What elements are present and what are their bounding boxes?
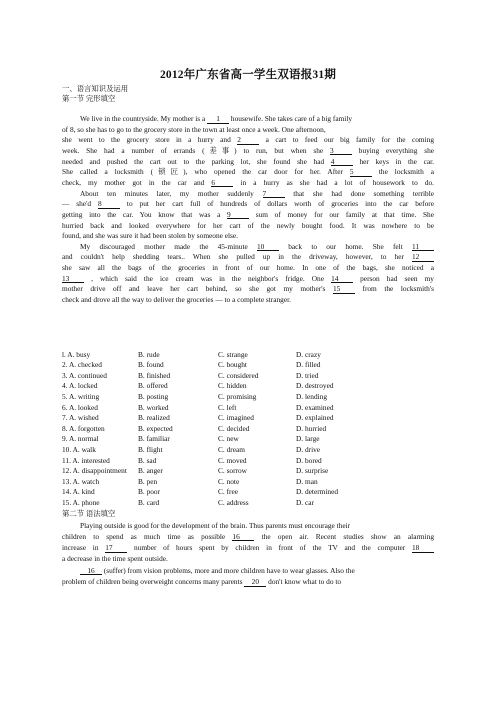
line-text: week. She had a number of errands (差事) to run, but when she xyxy=(62,145,330,155)
option-choice[interactable]: 15. A. phone xyxy=(62,497,100,507)
option-choice[interactable]: C. considered xyxy=(218,370,259,380)
text-line xyxy=(62,135,434,145)
answer-blank[interactable]: 3 xyxy=(330,147,352,156)
answer-blank[interactable]: 20 xyxy=(244,578,266,587)
option-choice[interactable]: D. hurried xyxy=(296,423,327,433)
part-heading: 一、语言知识及运用 xyxy=(62,84,129,93)
option-choice[interactable]: D. man xyxy=(296,476,318,486)
option-choice[interactable]: B. rude xyxy=(138,349,160,359)
line-text: back to our home. She felt xyxy=(279,241,413,251)
option-choice[interactable]: 13. A. watch xyxy=(62,476,100,486)
option-choice[interactable]: B. poor xyxy=(138,487,161,497)
line-text: she saw all the bags of the groceries in front of our home. In one of the bags, she noticed a xyxy=(62,263,434,273)
answer-blank[interactable]: 8 xyxy=(98,200,120,209)
option-choice[interactable]: D. large xyxy=(296,434,320,444)
option-choice[interactable]: D. crazy xyxy=(296,349,321,359)
option-choice[interactable]: D. filled xyxy=(296,360,321,370)
line-text: children to spend as much time as possible xyxy=(62,531,233,541)
line-text: (suffer) from vision problems, more and more children have to wear glasses. Also the xyxy=(102,565,355,575)
text-line xyxy=(80,114,434,124)
answer-blank[interactable]: 7 xyxy=(263,190,285,199)
text-line xyxy=(62,125,434,134)
line-text: About ten minutes later, my mother suddenly xyxy=(80,188,263,198)
option-row xyxy=(62,413,434,422)
option-choice[interactable]: 3. A. continued xyxy=(62,370,107,380)
answer-blank[interactable]: 15 xyxy=(333,285,355,294)
option-row xyxy=(62,498,434,507)
option-choice[interactable]: D. destroyed xyxy=(296,381,334,391)
line-text: problem of children being overweight concerns many parents xyxy=(62,577,245,586)
text-line xyxy=(62,252,434,262)
text-line xyxy=(62,554,434,563)
line-text: needed and pushed the cart out to the parking lot, she found she had xyxy=(62,156,331,166)
option-choice[interactable]: 7. A. wished xyxy=(62,413,99,423)
line-text: — she'd xyxy=(62,199,98,209)
option-choice[interactable]: C. note xyxy=(218,476,240,486)
option-choice[interactable]: 6. A. looked xyxy=(62,402,98,412)
answer-blank[interactable]: 10 xyxy=(257,243,279,252)
option-choice[interactable]: C. sorrow xyxy=(218,466,247,476)
answer-blank[interactable]: 17 xyxy=(105,544,127,553)
option-choice[interactable]: 2. A. checked xyxy=(62,360,102,370)
option-choice[interactable]: 12. A. disappointment xyxy=(62,466,127,476)
line-text: the locksmith a xyxy=(371,167,434,177)
answer-blank[interactable]: 12 xyxy=(412,253,434,262)
line-text: a decrease in the time spent outside. xyxy=(62,554,168,564)
option-choice[interactable]: C. decided xyxy=(218,423,250,433)
option-choice[interactable]: D. bored xyxy=(296,455,322,465)
line-text: check and drove all the way to deliver the groceries — to a complete stranger. xyxy=(62,295,291,305)
line-text: her keys in the car. xyxy=(352,156,434,166)
line-text: to put her cart full of hundreds of dollars worth of groceries into the car before xyxy=(120,199,434,209)
text-line xyxy=(62,231,434,240)
option-choice[interactable]: B. expected xyxy=(138,423,173,433)
line-text: she went to the grocery store in a hurry and xyxy=(62,135,238,145)
line-text: sum of money for our family at that time. She xyxy=(249,209,434,219)
option-choice[interactable]: B. sad xyxy=(138,455,157,465)
option-row xyxy=(62,477,434,486)
line-text: We live in the countryside. My mother is a xyxy=(80,114,208,123)
option-choice[interactable]: 8. A. forgotten xyxy=(62,423,105,433)
option-choice[interactable]: B. posting xyxy=(138,391,169,401)
option-choice[interactable]: D. determined xyxy=(296,487,339,497)
section-heading-grammar: 第二节 语法填空 xyxy=(62,509,116,518)
line-text: housewife. She takes care of a big family xyxy=(229,114,353,123)
option-choice[interactable]: 9. A. normal xyxy=(62,434,99,444)
option-choice[interactable]: B. flight xyxy=(138,444,163,454)
text-line xyxy=(80,566,434,576)
line-text: getting into the car. You know that was a xyxy=(62,209,228,219)
line-text: increase in xyxy=(62,543,106,553)
line-text: number of hours spent by children in front of the TV and the computer xyxy=(127,543,412,553)
text-line xyxy=(62,543,434,553)
answer-blank[interactable]: 16 xyxy=(80,567,102,576)
option-choice[interactable]: B. finished xyxy=(138,370,171,380)
line-text: a cart to feed our big family for the coming xyxy=(259,135,434,145)
line-text: She called a locksmith (锁匠), who opened the car door for her. After xyxy=(62,167,350,177)
option-choice[interactable]: 4. A. locked xyxy=(62,381,98,391)
option-choice[interactable]: B. worked xyxy=(138,402,169,412)
option-choice[interactable]: l. A. busy xyxy=(62,349,91,359)
option-row xyxy=(62,350,434,359)
line-text: person had seen my xyxy=(353,273,434,283)
option-choice[interactable]: C. left xyxy=(218,402,237,412)
line-text: , which said the ice cream was in the neighbor's fridge. One xyxy=(84,273,332,283)
text-line xyxy=(62,532,434,542)
answer-blank[interactable]: 18 xyxy=(412,544,434,553)
option-choice[interactable]: D. surprise xyxy=(296,466,329,476)
answer-blank[interactable]: 14 xyxy=(331,275,353,284)
option-row xyxy=(62,371,434,380)
text-line xyxy=(62,263,434,272)
option-choice[interactable]: C. imagined xyxy=(218,413,254,423)
option-choice[interactable]: D. car xyxy=(296,497,314,507)
option-choice[interactable]: B. familiar xyxy=(138,434,170,444)
line-text: the open air. Recent studies show an alarming xyxy=(254,531,434,541)
answer-blank[interactable]: 5 xyxy=(350,168,372,177)
answer-blank[interactable]: 1 xyxy=(207,115,229,124)
line-text: hurried back and looked everywhere for her cart of the newly bought food. It was nowhere to be xyxy=(62,220,434,230)
text-line xyxy=(62,167,434,177)
option-row xyxy=(62,360,434,369)
text-line xyxy=(80,521,434,530)
text-line xyxy=(80,189,434,199)
line-text: mother drive off and leave her cart behind, so she got my mother's xyxy=(62,284,333,294)
option-choice[interactable]: B. pen xyxy=(138,476,158,486)
option-row xyxy=(62,381,434,390)
answer-blank[interactable]: 6 xyxy=(211,179,233,188)
line-text: don't know what to do to xyxy=(266,577,342,586)
option-row xyxy=(62,424,434,433)
option-choice[interactable]: D. examined xyxy=(296,402,334,412)
text-line xyxy=(62,284,434,294)
answer-blank[interactable]: 13 xyxy=(62,275,84,284)
line-text: buying everything she xyxy=(351,145,435,155)
line-text: check, my mother got in the car and xyxy=(62,177,212,187)
option-choice[interactable]: 10. A. walk xyxy=(62,444,96,454)
line-text: My discouraged mother made the 45-minute xyxy=(80,241,257,251)
line-text: that she had done something terrible xyxy=(284,188,434,198)
option-choice[interactable]: D. drive xyxy=(296,444,321,454)
option-choice[interactable]: C. new xyxy=(218,434,239,444)
text-line xyxy=(62,146,434,156)
option-choice[interactable]: 11. A. interested xyxy=(62,455,110,465)
option-choice[interactable]: C. hidden xyxy=(218,381,247,391)
option-choice[interactable]: C. bought xyxy=(218,360,247,370)
option-choice[interactable]: D. lending xyxy=(296,391,328,401)
answer-blank[interactable]: 9 xyxy=(227,211,249,220)
option-row xyxy=(62,445,434,454)
option-choice[interactable]: D. tried xyxy=(296,370,319,380)
answer-blank[interactable]: 16 xyxy=(232,533,254,542)
option-choice[interactable]: C. strange xyxy=(218,349,248,359)
option-choice[interactable]: B. card xyxy=(138,497,160,507)
option-choice[interactable]: B. offered xyxy=(138,381,168,391)
text-line xyxy=(62,157,434,167)
text-line xyxy=(62,210,434,220)
text-line xyxy=(62,295,434,304)
option-choice[interactable]: 14. A. kind xyxy=(62,487,95,497)
page-title: 2012年广东省高一学生双语报31期 xyxy=(159,69,337,81)
text-line xyxy=(62,221,434,230)
option-choice[interactable]: B. realized xyxy=(138,413,170,423)
text-line xyxy=(80,242,434,252)
option-row xyxy=(62,466,434,475)
text-line xyxy=(62,178,434,188)
line-text: of 8, so she has to go to the grocery store in the town at least once a week. One afternoon, xyxy=(62,124,326,134)
section-heading-cloze: 第一节 完形填空 xyxy=(62,94,116,103)
option-choice[interactable]: B. anger xyxy=(138,466,163,476)
option-choice[interactable]: C. free xyxy=(218,487,238,497)
option-row xyxy=(62,456,434,465)
line-text: from the locksmith's xyxy=(354,284,435,294)
text-line xyxy=(62,577,434,587)
text-line xyxy=(62,199,434,209)
text-line xyxy=(62,274,434,284)
option-row xyxy=(62,487,434,496)
option-choice[interactable]: B. found xyxy=(138,360,164,370)
line-text: Playing outside is good for the development of the brain. Thus parents must encourage their xyxy=(80,520,351,530)
option-choice[interactable]: C. dream xyxy=(218,444,245,454)
option-choice[interactable]: C. promising xyxy=(218,391,257,401)
option-choice[interactable]: C. address xyxy=(218,497,249,507)
option-choice[interactable]: D. explained xyxy=(296,413,334,423)
answer-blank[interactable]: 2 xyxy=(237,136,259,145)
option-row xyxy=(62,392,434,401)
answer-blank[interactable]: 4 xyxy=(331,158,353,167)
option-choice[interactable]: 5. A. writing xyxy=(62,391,100,401)
line-text: in a hurry as she had a lot of housework to do. xyxy=(233,177,435,187)
option-row xyxy=(62,403,434,412)
answer-blank[interactable]: 11 xyxy=(412,243,434,252)
line-text: found, and she was sure it had been stolen by someone else. xyxy=(62,231,239,241)
option-choice[interactable]: C. moved xyxy=(218,455,247,465)
line-text: and couldn't help shedding tears.. When she pulled up in the driveway, however, to her xyxy=(62,252,412,262)
option-row xyxy=(62,434,434,443)
